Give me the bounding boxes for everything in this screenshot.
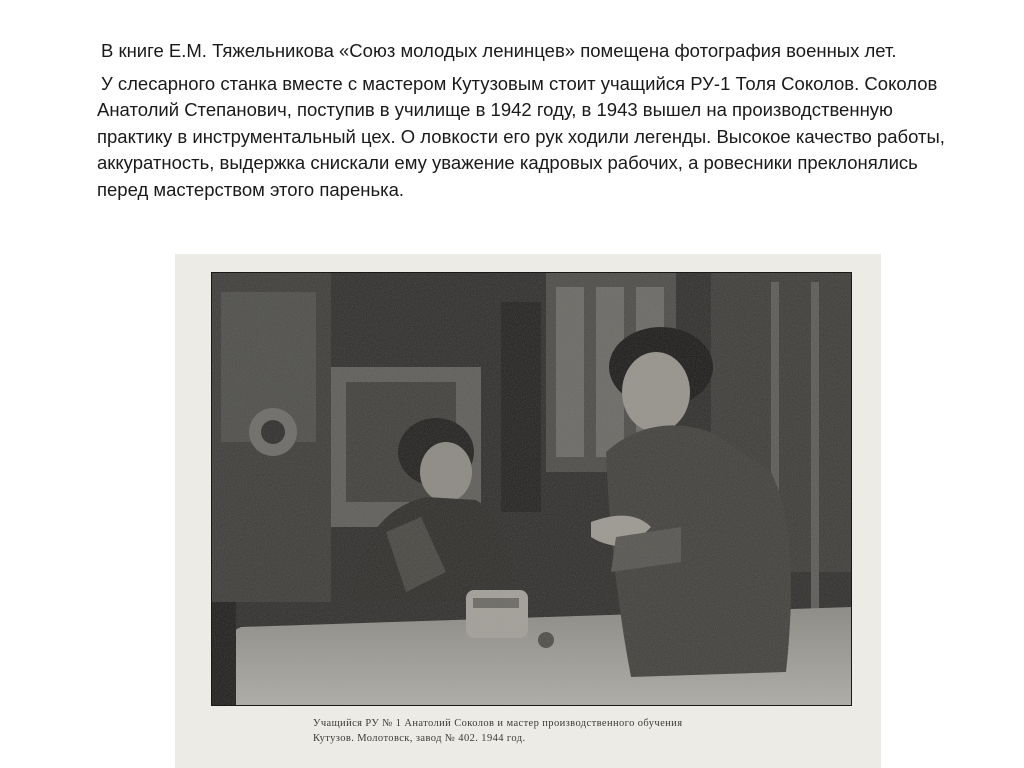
body-text: [97, 38, 957, 209]
paragraph-story: [97, 71, 957, 204]
paragraph-intro: [97, 38, 957, 65]
caption-line-1: Учащийся РУ № 1 Анатолий Соколов и мастер производственного обучения: [313, 718, 683, 729]
historical-photo-scan: [175, 254, 881, 768]
paragraph-intro-text: В книге Е.М. Тяжельникова «Союз молодых ленинцев» помещена фотография военных лет.: [101, 40, 897, 61]
caption-line-2: Кутузов. Молотовск, завод № 402. 1944 год.: [313, 733, 526, 744]
photo-caption: [313, 716, 873, 746]
workshop-photo: [211, 272, 852, 706]
paragraph-story-text: У слесарного станка вместе с мастером Кутузовым стоит учащийся РУ-1 Толя Соколов. Соколов Анатолий Степанович, поступив в училище в 1942 году, в 1943 вышел на производственную практику в инструментальный цех. О ловкости его рук ходили легенды. Высокое качество работы, аккуратность, выдержка снискали ему уважение кадровых рабочих, а ровесники преклонялись перед мастерством этого паренька.: [97, 72, 945, 200]
